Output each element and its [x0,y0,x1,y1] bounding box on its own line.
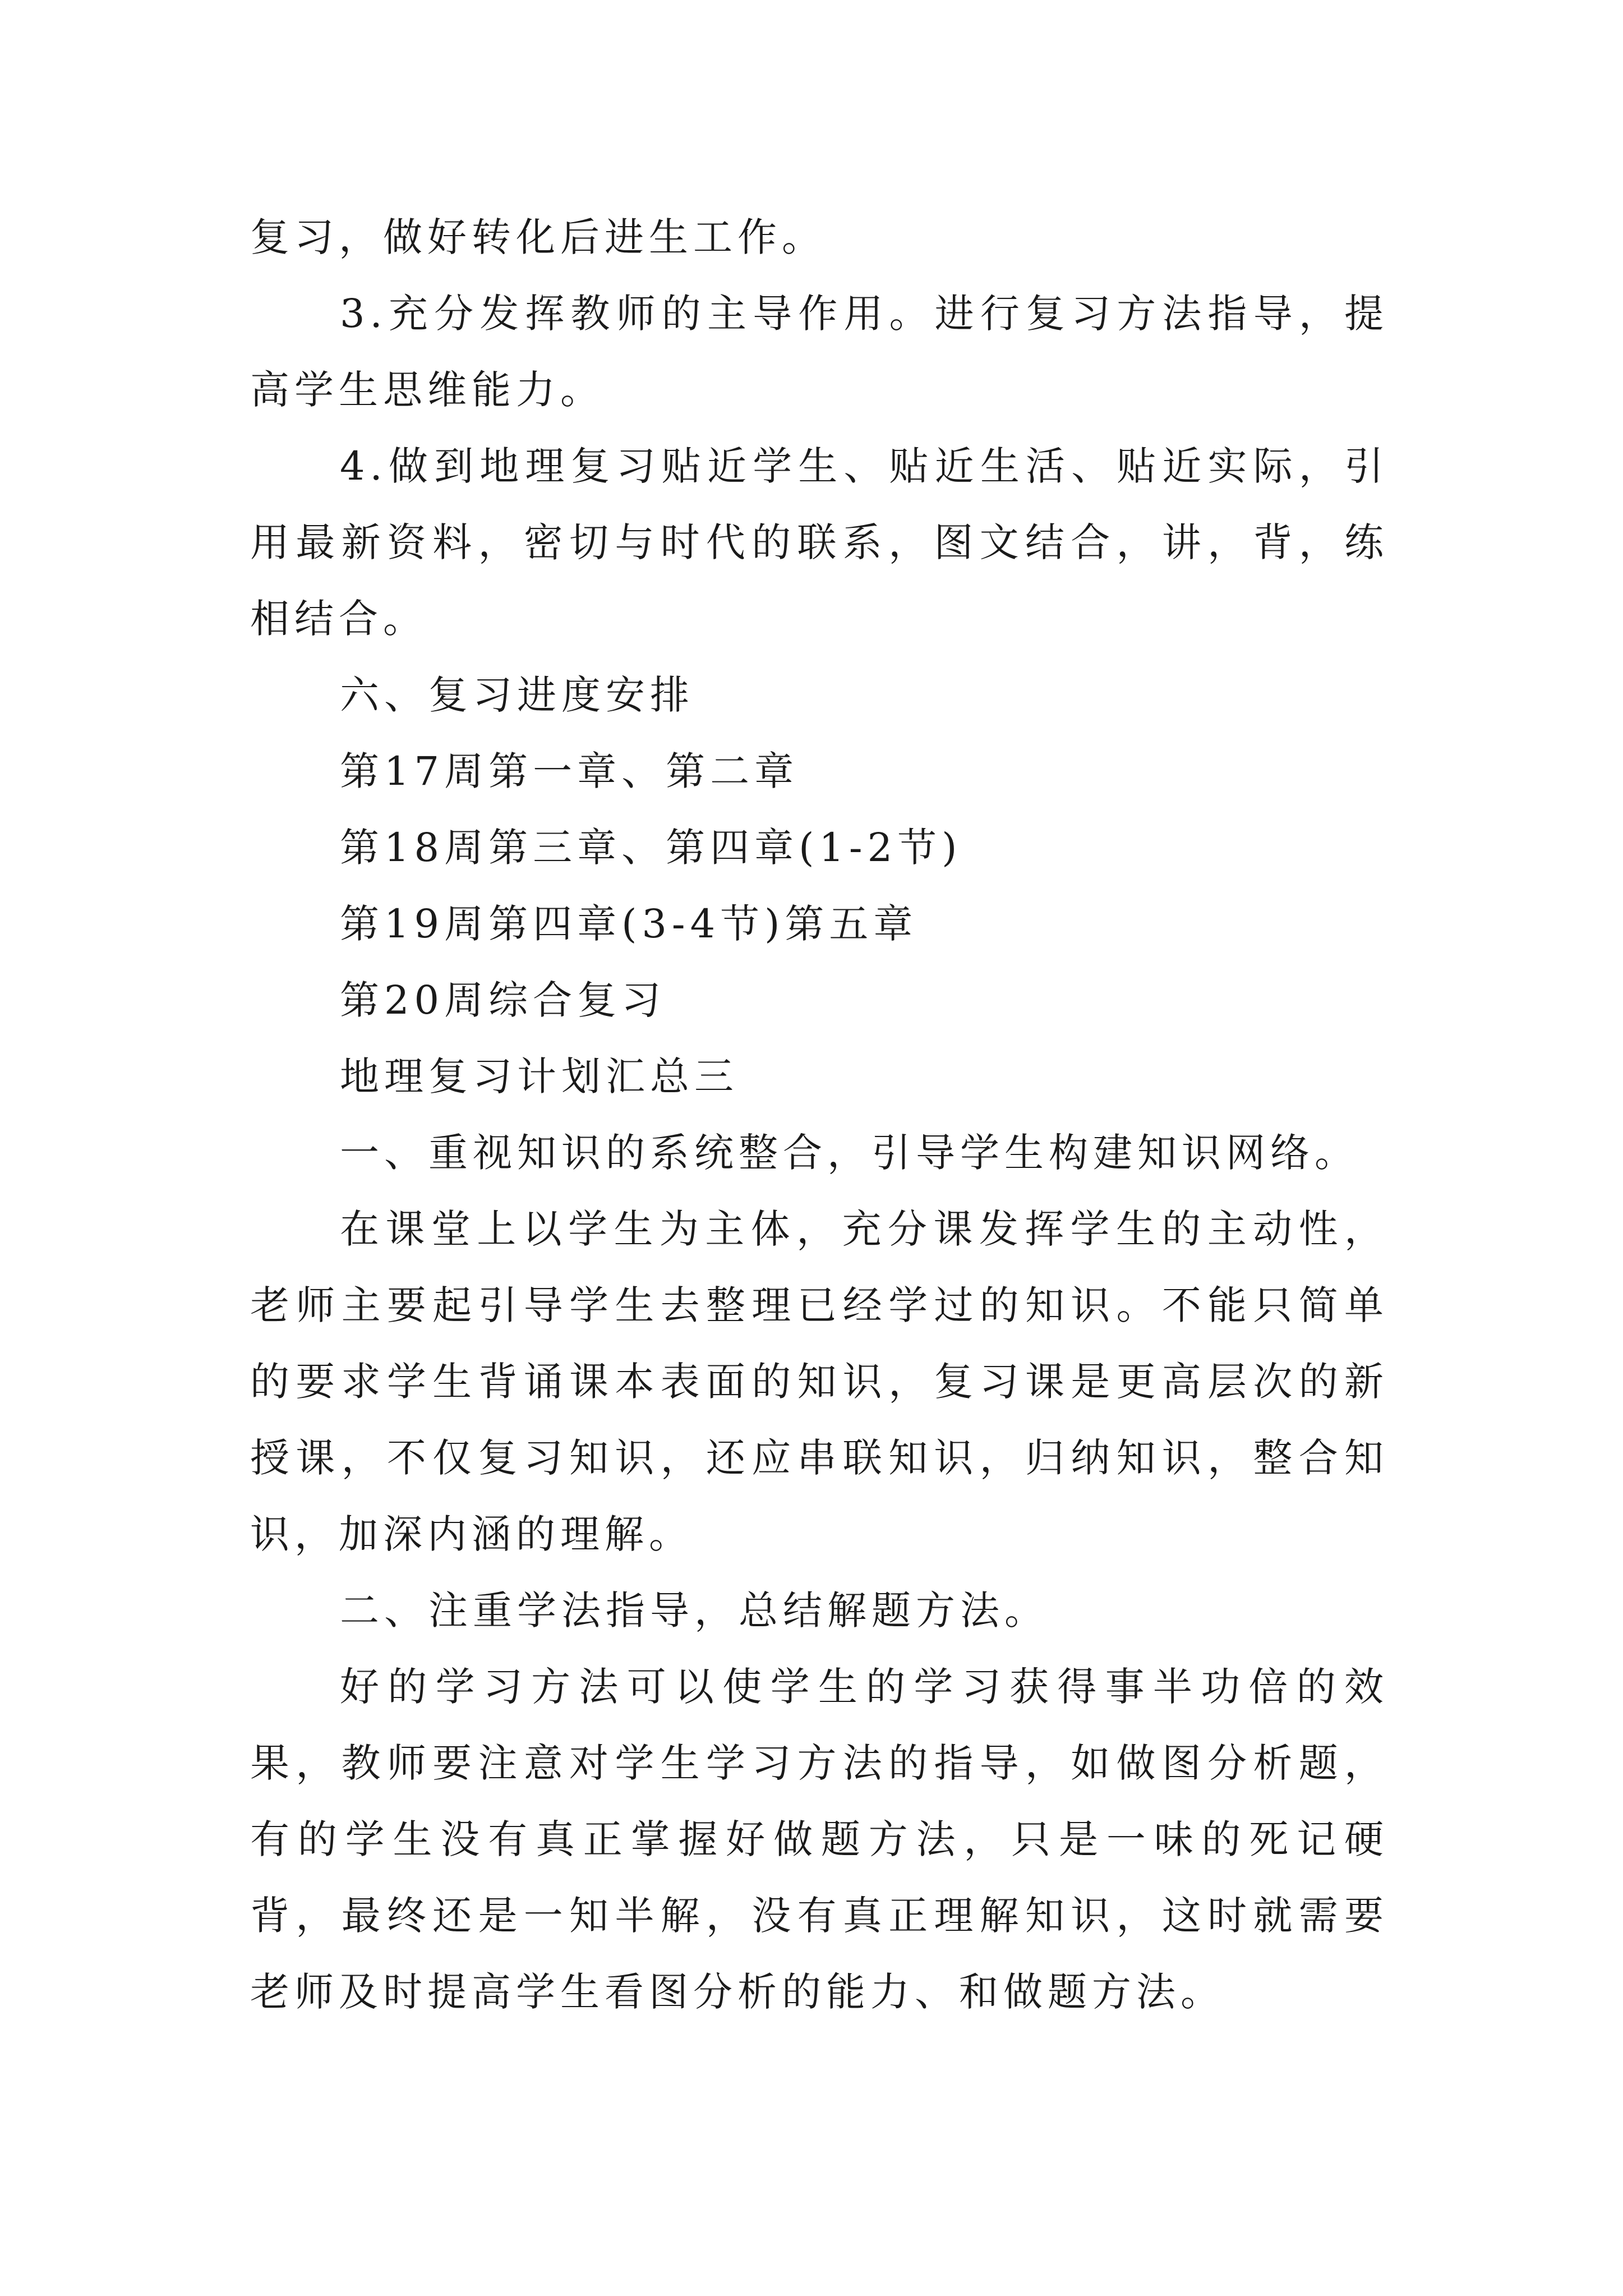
schedule-week-18: 第18周第三章、第四章(1-2节) [340,825,962,871]
document-body [250,199,1389,2030]
schedule-week-19: 第19周第四章(3-4节)第五章 [340,901,918,947]
section-heading-2: 二、注重学法指导，总结解题方法。 [340,1588,1049,1634]
paragraph-section-1-body: 在课堂上以学生为主体，充分课发挥学生的主动性，老师主要起引导学生去整理已经学过的知识。不能只简单的要求学生背诵课本表面的知识，复习课是更高层次的新授课，不仅复习知识，还应串联知识，归纳知识，整合知识，加深内涵的理解。 [250,1206,1389,1557]
section-heading-schedule: 六、复习进度安排 [340,672,694,718]
paragraph-item-4: 4.做到地理复习贴近学生、贴近生活、贴近实际，引用最新资料，密切与时代的联系，图文结合，讲，背，练相结合。 [250,443,1389,642]
paragraph-section-2-body: 好的学习方法可以使学生的学习获得事半功倍的效果，教师要注意对学生学习方法的指导，如做图分析题，有的学生没有真正掌握好做题方法，只是一味的死记硬背，最终还是一知半解，没有真正理解知识，这时就需要老师及时提高学生看图分析的能力、和做题方法。 [250,1664,1389,2015]
section-heading-1: 一、重视知识的系统整合，引导学生构建知识网络。 [340,1130,1359,1176]
paragraph-continuation: 复习，做好转化后进生工作。 [250,214,826,260]
document-subtitle: 地理复习计划汇总三 [340,1053,739,1099]
schedule-week-17: 第17周第一章、第二章 [340,748,799,794]
paragraph-item-3: 3.充分发挥教师的主导作用。进行复习方法指导，提高学生思维能力。 [250,291,1389,413]
schedule-week-20: 第20周综合复习 [340,977,666,1023]
